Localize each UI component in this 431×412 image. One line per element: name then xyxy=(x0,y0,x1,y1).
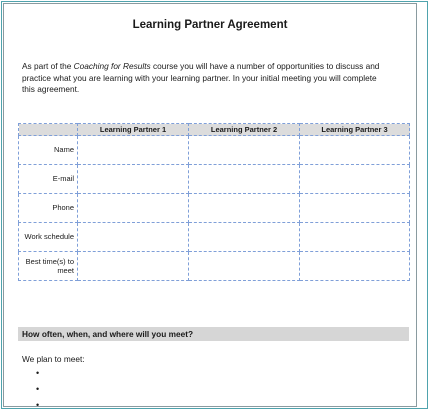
learning-partner-table xyxy=(18,123,410,281)
cell-partner-2-name[interactable] xyxy=(189,136,300,165)
header-learning-partner-1: Learning Partner 1 xyxy=(78,124,189,136)
row-label-name: Name xyxy=(19,136,78,165)
cell-partner-1-name[interactable] xyxy=(78,136,189,165)
plan-label: We plan to meet: xyxy=(22,354,85,364)
cell-partner-3-email[interactable] xyxy=(300,165,410,194)
table-header-row xyxy=(19,124,410,136)
course-name: Coaching for Results xyxy=(73,61,151,71)
cell-partner-3-name[interactable] xyxy=(300,136,410,165)
document-page xyxy=(3,3,417,407)
header-learning-partner-2: Learning Partner 2 xyxy=(189,124,300,136)
cell-partner-1-phone[interactable] xyxy=(78,194,189,223)
cell-partner-3-work-schedule[interactable] xyxy=(300,223,410,252)
header-learning-partner-3: Learning Partner 3 xyxy=(300,124,410,136)
document-title: Learning Partner Agreement xyxy=(132,19,288,31)
cell-partner-2-email[interactable] xyxy=(189,165,300,194)
cell-partner-3-phone[interactable] xyxy=(300,194,410,223)
row-label-best-times: Best time(s) to meet xyxy=(19,252,78,281)
cell-partner-2-phone[interactable] xyxy=(189,194,300,223)
bullet-point: • xyxy=(36,384,40,394)
bullet-point: • xyxy=(36,400,40,407)
table-row-name xyxy=(19,136,410,165)
intro-text-end: course you will have a number of opportunities to discuss and practice what you are learning with your learning partner. In your initial meeting you will complete this agreement. xyxy=(22,61,380,94)
row-label-email: E-mail xyxy=(19,165,78,194)
cell-partner-2-work-schedule[interactable] xyxy=(189,223,300,252)
header-corner-cell xyxy=(19,124,78,136)
row-label-work-schedule: Work schedule xyxy=(19,223,78,252)
cell-partner-3-best-times[interactable] xyxy=(300,252,410,281)
cell-partner-1-best-times[interactable] xyxy=(78,252,189,281)
bullet-point: • xyxy=(36,368,40,378)
intro-text-start: As part of the xyxy=(22,61,74,71)
cell-partner-2-best-times[interactable] xyxy=(189,252,300,281)
table-row-work-schedule xyxy=(19,223,410,252)
table-row-best-times xyxy=(19,252,410,281)
meeting-question: How often, when, and where will you meet? xyxy=(22,329,194,339)
meeting-question-bar xyxy=(18,327,409,341)
table-row-email xyxy=(19,165,410,194)
table-row-phone xyxy=(19,194,410,223)
cell-partner-1-email[interactable] xyxy=(78,165,189,194)
cell-partner-1-work-schedule[interactable] xyxy=(78,223,189,252)
row-label-phone: Phone xyxy=(19,194,78,223)
intro-paragraph xyxy=(22,61,390,96)
